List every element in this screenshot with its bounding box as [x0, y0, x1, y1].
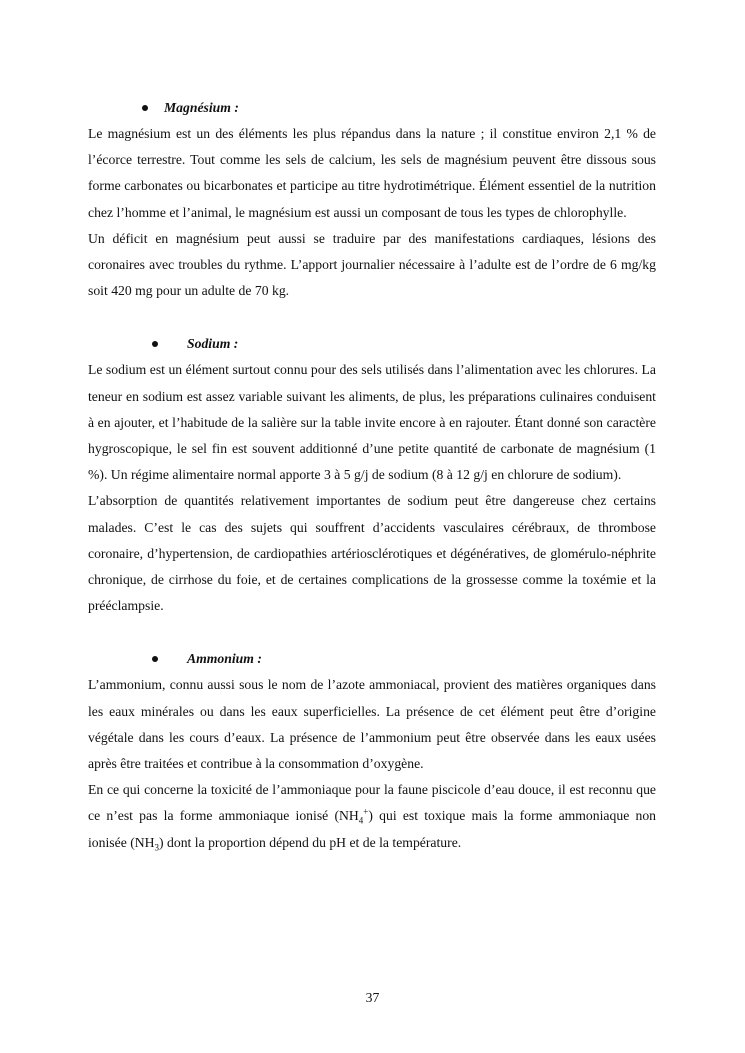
section-title: Sodium : — [187, 336, 239, 352]
page-content — [88, 95, 656, 856]
section-heading — [88, 331, 656, 357]
paragraph: L’absorption de quantités relativement importantes de sodium peut être dangereuse chez certains malades. C’est le cas des sujets qui souffrent d’accidents vasculaires cérébraux, de thrombose coronaire, d’hypertension, de cardiopathies artériosclérotiques et dégénératives, de glomérulo-néphrite chronique, de cirrhose du foie, et de certaines complications de la grossesse comme la toxémie et la prééclampsie. — [88, 493, 656, 614]
paragraph: L’ammonium, connu aussi sous le nom de l’azote ammoniacal, provient des matières organiques dans les eaux minérales ou dans les eaux superficielles. La présence de cet élément peut être d’origine végétale dans les cours d’eaux. La présence de l’ammonium peut être observée dans les eaux usées après être traitées et contribue à la consommation d’oxygène. — [88, 677, 656, 772]
bullet-icon — [152, 656, 158, 662]
section-magnesium — [88, 95, 656, 304]
section-title: Magnésium : — [164, 100, 239, 115]
text-segment: ) qui est toxique mais la forme ammoniaque non ionisée (NH — [88, 808, 657, 850]
section-heading — [88, 95, 656, 121]
paragraph: Le magnésium est un des éléments les plus répandus dans la nature ; il constitue environ 2,1 % de l’écorce terrestre. Tout comme les sels de calcium, les sels de magnésium peuvent être dissous sous forme carbonates ou bicarbonates et participe au titre hydrotimétrique. Élément essentiel de la nutrition chez l’homme et l’animal, le magnésium est aussi un composant de tous les types de chlorophylle. — [88, 126, 656, 220]
bullet-icon — [152, 341, 158, 347]
subscript: 4 — [358, 816, 364, 827]
text-segment: En ce qui concerne la toxicité de l’ammoniaque pour la faune piscicole d’eau douce, il est reconnu que ce n’est pas la forme ammoniaque ionisé (NH — [88, 782, 656, 824]
section-ammonium — [88, 646, 656, 855]
bullet-icon — [142, 105, 148, 111]
superscript: + — [363, 806, 369, 817]
section-sodium — [88, 331, 656, 619]
paragraph: Un déficit en magnésium peut aussi se traduire par des manifestations cardiaques, lésions des coronaires avec troubles du rythme. L’apport journalier nécessaire à l’adulte est de l’ordre de 6 mg/kg soit 420 mg pour un adulte de 70 kg. — [88, 230, 656, 299]
text-segment: ) dont la proportion dépend du pH et de la température. — [159, 834, 462, 850]
page-number: 37 — [365, 990, 380, 1005]
paragraph: Le sodium est un élément surtout connu pour des sels utilisés dans l’alimentation avec les chlorures. La teneur en sodium est assez variable suivant les aliments, de plus, les préparations culinaires conduisent à en ajouter, et l’habitude de la salière sur la table invite encore à en rajouter. Étant donné son caractère hygroscopique, le sel fin est souvent additionné d’une petite quantité de carbonate de magnésium (1 %). Un régime alimentaire normal apporte 3 à 5 g/j de sodium (8 à 12 g/j en chlorure de sodium). — [88, 362, 656, 483]
paragraph-toxicity — [88, 777, 656, 856]
section-title: Ammonium : — [187, 651, 262, 667]
section-heading — [88, 646, 656, 672]
subscript: 3 — [154, 842, 160, 853]
